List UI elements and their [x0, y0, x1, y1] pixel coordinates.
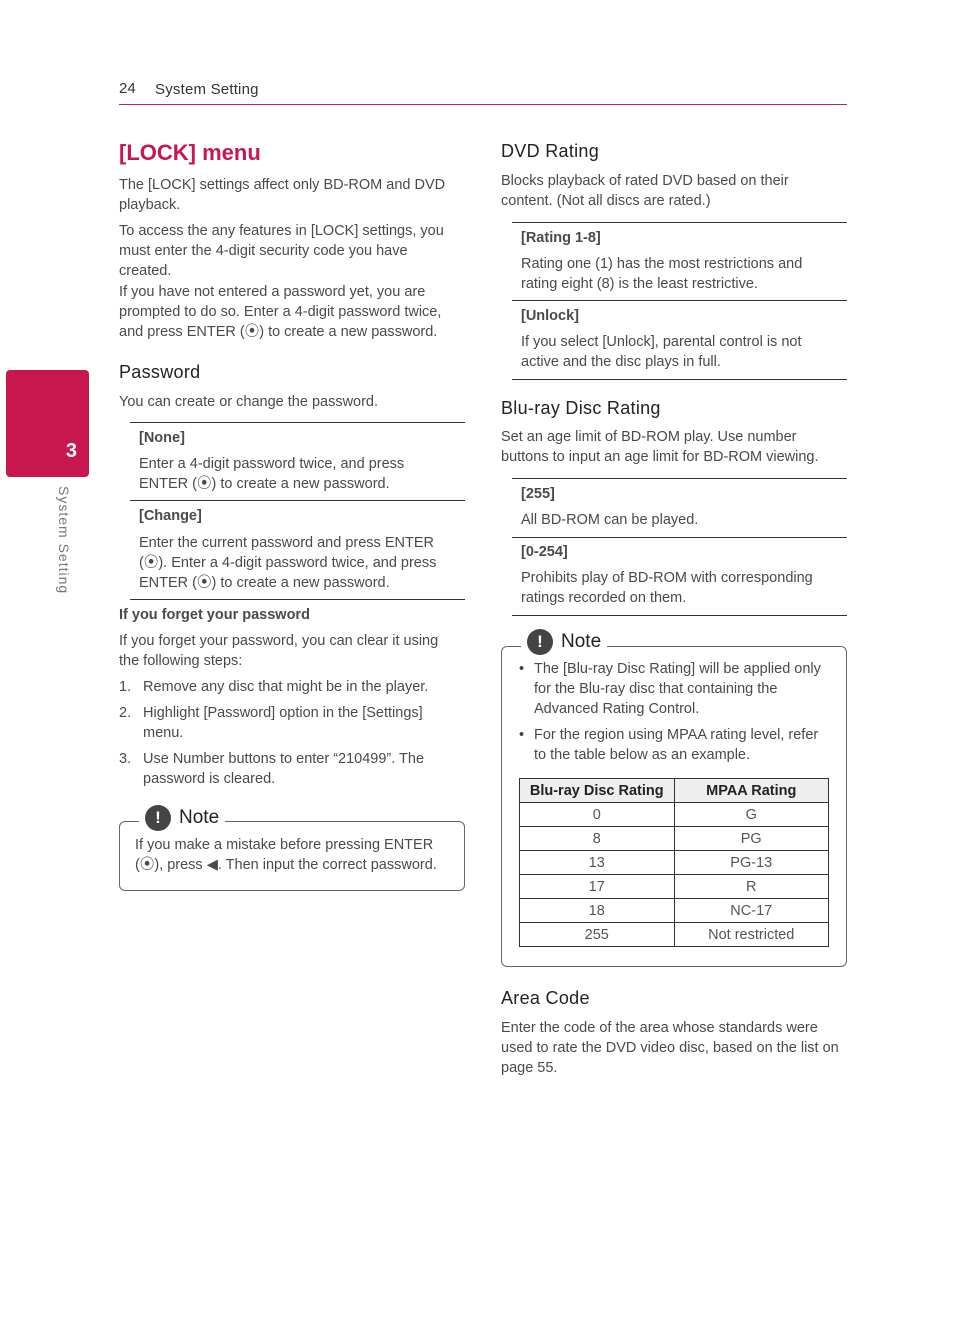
option-none-description: Enter a 4-digit password twice, and press ENTER (⦿) to create a new password.: [139, 456, 405, 492]
divider: [130, 422, 465, 423]
note-header: [521, 629, 607, 655]
divider: [512, 478, 847, 479]
forget-password-heading: If you forget your password: [119, 607, 310, 623]
exclamation-icon: !: [527, 629, 553, 655]
rating-table: [519, 778, 829, 947]
chapter-label: System Setting: [56, 486, 72, 595]
table-header-row: [520, 779, 829, 803]
option-rating-label: [Rating 1-8]: [521, 230, 601, 246]
password-description: You can create or change the password.: [119, 394, 379, 410]
option-0-254-label: [0-254]: [521, 544, 568, 560]
forget-password-description: If you forget your password, you can clear it using the following steps:: [119, 633, 439, 669]
intro-paragraph-1: The [LOCK] settings affect only BD-ROM and DVD playback.: [119, 177, 446, 213]
table-row: 18 NC-17: [520, 899, 829, 923]
note-label: Note: [179, 807, 220, 828]
area-code-description: Enter the code of the area whose standards were used to rate the DVD video disc, based on the list on page 55.: [501, 1020, 839, 1076]
divider: [512, 222, 847, 223]
note-box: [119, 821, 465, 891]
note-label: Note: [561, 631, 602, 652]
steps-list: [119, 677, 449, 795]
divider: [512, 537, 847, 538]
option-change-label: [Change]: [139, 508, 202, 524]
option-unlock-label: [Unlock]: [521, 308, 579, 324]
list-item: • For the region using MPAA rating level, refer to the table below as an example.: [517, 725, 832, 765]
list-item: 2. Highlight [Password] option in the [Settings] menu.: [119, 705, 423, 741]
table-header: MPAA Rating: [674, 779, 829, 803]
note-text: If you make a mistake before pressing ENTER (⦿), press ◀. Then input the correct password.: [135, 837, 437, 873]
area-code-heading: Area Code: [501, 988, 590, 1008]
intro-paragraph-2: To access the any features in [LOCK] settings, you must enter the 4-digit security code you have created.: [119, 223, 444, 279]
divider: [130, 599, 465, 600]
list-item: • The [Blu-ray Disc Rating] will be applied only for the Blu-ray disc that containing the Advanced Rating Control.: [517, 659, 832, 719]
divider: [512, 379, 847, 380]
table-row: 13 PG-13: [520, 851, 829, 875]
note-header: [139, 805, 225, 831]
password-heading: Password: [119, 362, 201, 382]
table-row: 17 R: [520, 875, 829, 899]
bd-rating-description: Set an age limit of BD-ROM play. Use number buttons to input an age limit for BD-ROM viewing.: [501, 429, 819, 465]
option-unlock-description: If you select [Unlock], parental control is not active and the disc plays in full.: [521, 334, 802, 370]
dvd-rating-description: Blocks playback of rated DVD based on their content. (Not all discs are rated.): [501, 173, 789, 209]
list-item: 3. Use Number buttons to enter “210499”. The password is cleared.: [119, 751, 425, 787]
exclamation-icon: !: [145, 805, 171, 831]
table-row: 8 PG: [520, 827, 829, 851]
option-change-description: Enter the current password and press ENTER (⦿). Enter a 4-digit password twice, and press ENTER (⦿) to create a new password.: [139, 535, 437, 591]
option-255-label: [255]: [521, 486, 555, 502]
note-box: [501, 646, 847, 967]
option-rating-description: Rating one (1) has the most restrictions and rating eight (8) is the least restrictive.: [521, 256, 803, 292]
table-header: Blu-ray Disc Rating: [520, 779, 675, 803]
table-row: 0 G: [520, 803, 829, 827]
page-number: 24: [119, 80, 136, 97]
section-title: System Setting: [155, 81, 259, 98]
chapter-tab: [6, 370, 89, 477]
divider: [130, 500, 465, 501]
option-0-254-description: Prohibits play of BD-ROM with corresponding ratings recorded on them.: [521, 570, 813, 606]
list-item: 1. Remove any disc that might be in the player.: [119, 679, 429, 695]
bd-rating-heading: Blu-ray Disc Rating: [501, 398, 661, 418]
note-bullets: [517, 659, 832, 771]
intro-paragraph-3: If you have not entered a password yet, you are prompted to do so. Enter a 4-digit password twice, and press ENTER (⦿) to create a new password.: [119, 284, 442, 340]
chapter-number: 3: [65, 440, 77, 462]
option-255-description: All BD-ROM can be played.: [521, 512, 699, 528]
dvd-rating-heading: DVD Rating: [501, 141, 600, 161]
header-rule: [119, 104, 847, 105]
page-title: [LOCK] menu: [119, 140, 261, 165]
option-none-label: [None]: [139, 430, 185, 446]
divider: [512, 300, 847, 301]
divider: [512, 615, 847, 616]
table-row: 255 Not restricted: [520, 923, 829, 947]
